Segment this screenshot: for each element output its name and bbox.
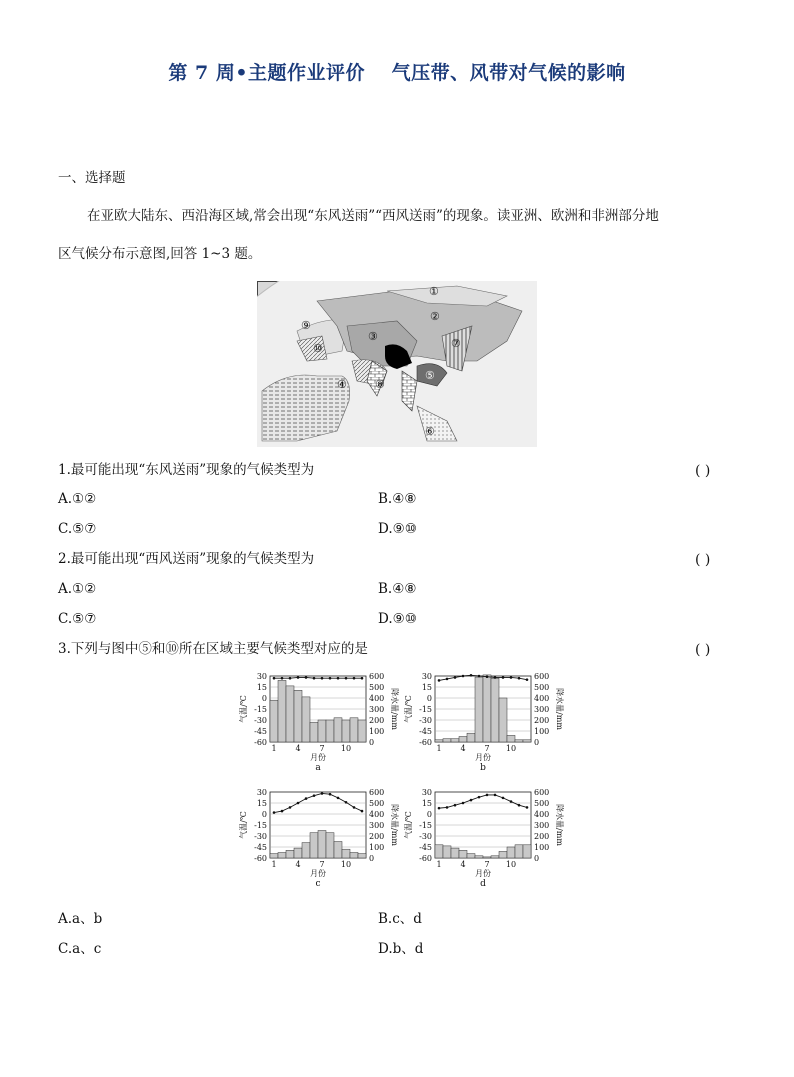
chart-a-precip-tick: 0 — [369, 738, 375, 747]
page-title: 第 7 周•主题作业评价 气压带、风带对气候的影响 — [168, 62, 626, 84]
chart-d-temp-tick: -45 — [419, 843, 432, 852]
chart-d-precip-bar — [443, 846, 451, 858]
chart-b-temp-point — [462, 675, 465, 678]
chart-d-temp-point — [502, 797, 505, 800]
chart-c-y-right-label: 降水量/mm — [390, 804, 399, 846]
chart-b-temp-point — [478, 675, 481, 678]
chart-a-temp-point — [353, 677, 356, 680]
chart-c-precip-tick: 400 — [369, 810, 385, 819]
chart-b-precip-bar — [467, 733, 475, 742]
chart-b-temp-point — [526, 678, 529, 681]
chart-c-temp-tick: -30 — [254, 832, 267, 841]
chart-d-temp-point — [438, 807, 441, 810]
chart-b-temp-point — [510, 676, 513, 679]
chart-b-temp-tick: -30 — [419, 716, 432, 725]
chart-d-y-left-label: 气温/℃ — [404, 811, 413, 839]
chart-c-label: c — [315, 879, 321, 889]
chart-c-temp-point — [345, 801, 348, 804]
question-2-option-d[interactable]: D.⑨⑩ — [378, 611, 417, 627]
chart-c-precip-tick: 300 — [369, 821, 385, 830]
chart-a-precip-bar — [334, 718, 342, 742]
chart-b-precip-bar — [491, 678, 499, 742]
chart-d-temp-point — [518, 804, 521, 807]
map-label-3: ③ — [368, 330, 378, 343]
chart-a-temp-point — [297, 676, 300, 679]
chart-b-temp-tick: 15 — [421, 683, 432, 692]
chart-a-precip-bar — [294, 690, 302, 742]
chart-c-month-tick: 7 — [319, 860, 325, 869]
question-3-option-a[interactable]: A.a、b — [58, 911, 103, 927]
chart-a-precip-tick: 200 — [369, 716, 385, 725]
chart-b-month-tick: 4 — [460, 744, 466, 753]
chart-a-precip-bar — [350, 718, 358, 742]
chart-b-precip-bar — [483, 675, 491, 742]
chart-a-precip-bar — [310, 722, 318, 742]
chart-b-y-right-label: 降水量/mm — [555, 688, 564, 730]
chart-b-precip-bar — [499, 698, 507, 742]
chart-d-month-tick: 7 — [484, 860, 490, 869]
chart-a-precip-tick: 600 — [369, 672, 385, 681]
chart-a-precip-bar — [326, 720, 334, 742]
chart-b-temp-point — [438, 679, 441, 682]
chart-c-precip-bar — [294, 848, 302, 858]
question-1-stem: 1.最可能出现“东风送雨”现象的气候类型为 — [58, 462, 315, 478]
chart-c-temp-point — [329, 793, 332, 796]
chart-b-precip-tick: 100 — [534, 727, 550, 736]
chart-a-temp-point — [337, 677, 340, 680]
chart-c-precip-bar — [342, 849, 350, 858]
section-heading: 一、选择题 — [58, 170, 126, 186]
chart-a-month-tick: 1 — [271, 744, 277, 753]
chart-a-temp-point — [313, 677, 316, 680]
chart-c-temp-tick: 0 — [261, 810, 267, 819]
chart-b-precip-bar — [435, 740, 443, 742]
chart-a-temp-tick: -45 — [254, 727, 267, 736]
chart-b-precip-bar — [515, 740, 523, 742]
chart-c-temp-tick: -60 — [254, 854, 267, 863]
question-3-option-c[interactable]: C.a、c — [58, 941, 102, 957]
chart-d-precip-bar — [475, 856, 483, 858]
chart-d-temp-point — [446, 806, 449, 809]
chart-d-precip-bar — [523, 845, 531, 858]
chart-d-precip-bar — [515, 845, 523, 858]
chart-a-precip-tick: 100 — [369, 727, 385, 736]
chart-c-precip-bar — [334, 842, 342, 859]
chart-b-x-label: 月份 — [475, 753, 491, 762]
chart-b-temp-tick: -60 — [419, 738, 432, 747]
map-label-2: ② — [430, 310, 440, 323]
chart-d-x-label: 月份 — [475, 869, 491, 878]
chart-d-temp-tick: 0 — [426, 810, 432, 819]
climate-charts-svg — [230, 666, 570, 898]
chart-d-temp-point — [454, 804, 457, 807]
chart-a-temp-tick: 30 — [256, 672, 267, 681]
chart-d-precip-tick: 100 — [534, 843, 550, 852]
question-2-option-b[interactable]: B.④⑧ — [378, 581, 417, 597]
chart-d-precip-tick: 200 — [534, 832, 550, 841]
chart-a-precip-bar — [302, 697, 310, 742]
chart-c-temp-tick: -45 — [254, 843, 267, 852]
chart-a-temp-point — [273, 677, 276, 680]
chart-a-temp-line — [274, 677, 362, 678]
chart-d-precip-bar — [483, 857, 491, 858]
chart-b-precip-bar — [507, 735, 515, 742]
chart-a-temp-point — [361, 677, 364, 680]
climate-map — [257, 281, 537, 447]
chart-d-precip-bar — [507, 847, 515, 858]
map-label-9: ⑨ — [301, 319, 311, 332]
chart-c-temp-point — [313, 794, 316, 797]
chart-c-month-tick: 4 — [295, 860, 301, 869]
chart-b-month-tick: 7 — [484, 744, 490, 753]
chart-a-precip-bar — [318, 720, 326, 742]
chart-b-temp-point — [470, 674, 473, 677]
chart-c-precip-bar — [310, 833, 318, 858]
chart-d-temp-tick: -30 — [419, 832, 432, 841]
chart-d-precip-tick: 300 — [534, 821, 550, 830]
chart-a-precip-bar — [286, 686, 294, 742]
chart-b-temp-point — [494, 676, 497, 679]
chart-d-precip-bar — [499, 851, 507, 858]
chart-a-temp-point — [345, 677, 348, 680]
chart-d-temp-point — [462, 802, 465, 805]
question-1-option-c[interactable]: C.⑤⑦ — [58, 521, 97, 537]
chart-d-precip-bar — [467, 854, 475, 858]
chart-b-precip-tick: 200 — [534, 716, 550, 725]
chart-c-temp-tick: 30 — [256, 788, 267, 797]
chart-c-precip-bar — [358, 854, 366, 858]
chart-a-x-label: 月份 — [310, 753, 326, 762]
chart-b-precip-bar — [459, 737, 467, 743]
chart-c-temp-point — [337, 797, 340, 800]
chart-d-temp-point — [486, 794, 489, 797]
chart-d-month-tick: 10 — [505, 860, 517, 869]
chart-a-temp-point — [321, 677, 324, 680]
chart-a-precip-bar — [358, 720, 366, 742]
question-1-option-a[interactable]: A.①② — [58, 491, 97, 507]
chart-c-precip-tick: 0 — [369, 854, 375, 863]
chart-c-precip-tick: 100 — [369, 843, 385, 852]
question-3-answer-paren[interactable]: ( ) — [695, 642, 711, 658]
map-label-10: ⑩ — [313, 342, 323, 355]
chart-c-y-left-label: 气温/℃ — [239, 811, 248, 839]
climate-map-svg — [257, 281, 537, 447]
chart-b-month-tick: 1 — [436, 744, 442, 753]
chart-d-y-right-label: 降水量/mm — [555, 804, 564, 846]
chart-c-precip-tick: 200 — [369, 832, 385, 841]
chart-d-precip-tick: 500 — [534, 799, 550, 808]
climate-charts — [230, 666, 570, 898]
map-label-6: ⑥ — [425, 425, 435, 438]
map-label-4: ④ — [337, 378, 347, 391]
map-label-7: ⑦ — [451, 337, 461, 350]
chart-d-temp-point — [510, 800, 513, 803]
chart-c-month-tick: 1 — [271, 860, 277, 869]
question-1-option-d[interactable]: D.⑨⑩ — [378, 521, 417, 537]
chart-b-precip-bar — [451, 739, 459, 742]
chart-a-month-tick: 7 — [319, 744, 325, 753]
chart-c-precip-bar — [326, 833, 334, 858]
question-3-option-d[interactable]: D.b、d — [378, 941, 424, 957]
chart-a-label: a — [315, 763, 321, 773]
chart-b-temp-tick: 0 — [426, 694, 432, 703]
question-1-answer-paren[interactable]: ( ) — [695, 463, 711, 479]
chart-d-precip-tick: 600 — [534, 788, 550, 797]
chart-c-temp-tick: 15 — [256, 799, 267, 808]
chart-d-precip-tick: 0 — [534, 854, 540, 863]
chart-d-month-tick: 4 — [460, 860, 466, 869]
chart-a-temp-point — [305, 676, 308, 679]
chart-a-month-tick: 4 — [295, 744, 301, 753]
chart-c-precip-bar — [350, 853, 358, 859]
chart-a-y-left-label: 气温/℃ — [239, 695, 248, 723]
chart-a-precip-bar — [342, 720, 350, 742]
chart-c-temp-point — [289, 806, 292, 809]
chart-d-precip-bar — [435, 845, 443, 858]
map-label-5: ⑤ — [425, 369, 435, 382]
chart-a-precip-tick: 500 — [369, 683, 385, 692]
chart-a-temp-point — [281, 677, 284, 680]
chart-c-temp-point — [273, 811, 276, 814]
question-2-answer-paren[interactable]: ( ) — [695, 552, 711, 568]
chart-c-precip-bar — [278, 853, 286, 859]
chart-b-precip-tick: 300 — [534, 705, 550, 714]
question-2-option-a[interactable]: A.①② — [58, 581, 97, 597]
question-3-stem: 3.下列与图中⑤和⑩所在区域主要气候类型对应的是 — [58, 641, 368, 657]
chart-b-precip-bar — [523, 740, 531, 742]
chart-d-month-tick: 1 — [436, 860, 442, 869]
chart-d-label: d — [480, 879, 486, 889]
chart-c-temp-point — [297, 802, 300, 805]
chart-c-precip-bar — [270, 854, 278, 858]
chart-c-precip-bar — [286, 850, 294, 858]
chart-b-precip-tick: 0 — [534, 738, 540, 747]
chart-a-temp-tick: 15 — [256, 683, 267, 692]
chart-b-temp-point — [486, 675, 489, 678]
chart-a-precip-tick: 400 — [369, 694, 385, 703]
chart-d-temp-line — [439, 795, 527, 808]
chart-b-precip-tick: 500 — [534, 683, 550, 692]
chart-b-temp-point — [518, 677, 521, 680]
chart-b-temp-tick: -15 — [419, 705, 432, 714]
intro-line-1: 在亚欧大陆东、西沿海区域,常会出现“东风送雨”“西风送雨”的现象。读亚洲、欧洲和非洲部分地 — [87, 208, 659, 224]
chart-c-temp-point — [353, 806, 356, 809]
chart-b-month-tick: 10 — [505, 744, 517, 753]
question-2-stem: 2.最可能出现“西风送雨”现象的气候类型为 — [58, 551, 315, 567]
chart-b-temp-tick: -45 — [419, 727, 432, 736]
question-3-option-b[interactable]: B.c、d — [378, 911, 422, 927]
chart-a-precip-tick: 300 — [369, 705, 385, 714]
chart-d-precip-bar — [459, 850, 467, 858]
chart-b-temp-point — [446, 678, 449, 681]
chart-c-temp-point — [361, 810, 364, 813]
chart-d-precip-bar — [451, 848, 459, 858]
map-label-1: ① — [429, 285, 439, 298]
chart-c-temp-point — [321, 792, 324, 795]
chart-b-precip-bar — [443, 739, 451, 742]
chart-a-temp-tick: -60 — [254, 738, 267, 747]
chart-d-temp-tick: -60 — [419, 854, 432, 863]
chart-a-temp-tick: -15 — [254, 705, 267, 714]
chart-b-precip-bar — [475, 677, 483, 742]
chart-d-temp-tick: 30 — [421, 788, 432, 797]
chart-d-temp-point — [470, 799, 473, 802]
chart-c-precip-tick: 500 — [369, 799, 385, 808]
chart-a-temp-point — [289, 677, 292, 680]
chart-c-temp-point — [281, 810, 284, 813]
chart-c-precip-bar — [318, 831, 326, 859]
chart-a-precip-bar — [278, 680, 286, 742]
chart-a-precip-bar — [270, 700, 278, 742]
chart-b-y-left-label: 气温/℃ — [404, 695, 413, 723]
chart-b-temp-tick: 30 — [421, 672, 432, 681]
chart-d-precip-tick: 400 — [534, 810, 550, 819]
chart-b-precip-tick: 600 — [534, 672, 550, 681]
chart-c-temp-tick: -15 — [254, 821, 267, 830]
chart-a-month-tick: 10 — [340, 744, 352, 753]
question-1-option-b[interactable]: B.④⑧ — [378, 491, 417, 507]
chart-c-month-tick: 10 — [340, 860, 352, 869]
chart-a-temp-tick: 0 — [261, 694, 267, 703]
chart-c-temp-point — [305, 797, 308, 800]
chart-b-temp-point — [502, 676, 505, 679]
chart-c-x-label: 月份 — [310, 869, 326, 878]
chart-d-temp-tick: -15 — [419, 821, 432, 830]
question-2-option-c[interactable]: C.⑤⑦ — [58, 611, 97, 627]
chart-d-precip-bar — [491, 856, 499, 858]
chart-d-temp-tick: 15 — [421, 799, 432, 808]
chart-a-temp-tick: -30 — [254, 716, 267, 725]
chart-b-label: b — [480, 763, 486, 773]
chart-d-temp-point — [526, 806, 529, 809]
chart-b-precip-tick: 400 — [534, 694, 550, 703]
chart-c-precip-bar — [302, 843, 310, 858]
chart-c-precip-tick: 600 — [369, 788, 385, 797]
intro-line-2: 区气候分布示意图,回答 1~3 题。 — [58, 246, 262, 262]
chart-d-temp-point — [478, 796, 481, 799]
chart-a-temp-point — [329, 677, 332, 680]
chart-b-temp-point — [454, 676, 457, 679]
chart-a-y-right-label: 降水量/mm — [390, 688, 399, 730]
chart-d-temp-point — [494, 794, 497, 797]
map-label-8: ⑧ — [375, 378, 385, 391]
